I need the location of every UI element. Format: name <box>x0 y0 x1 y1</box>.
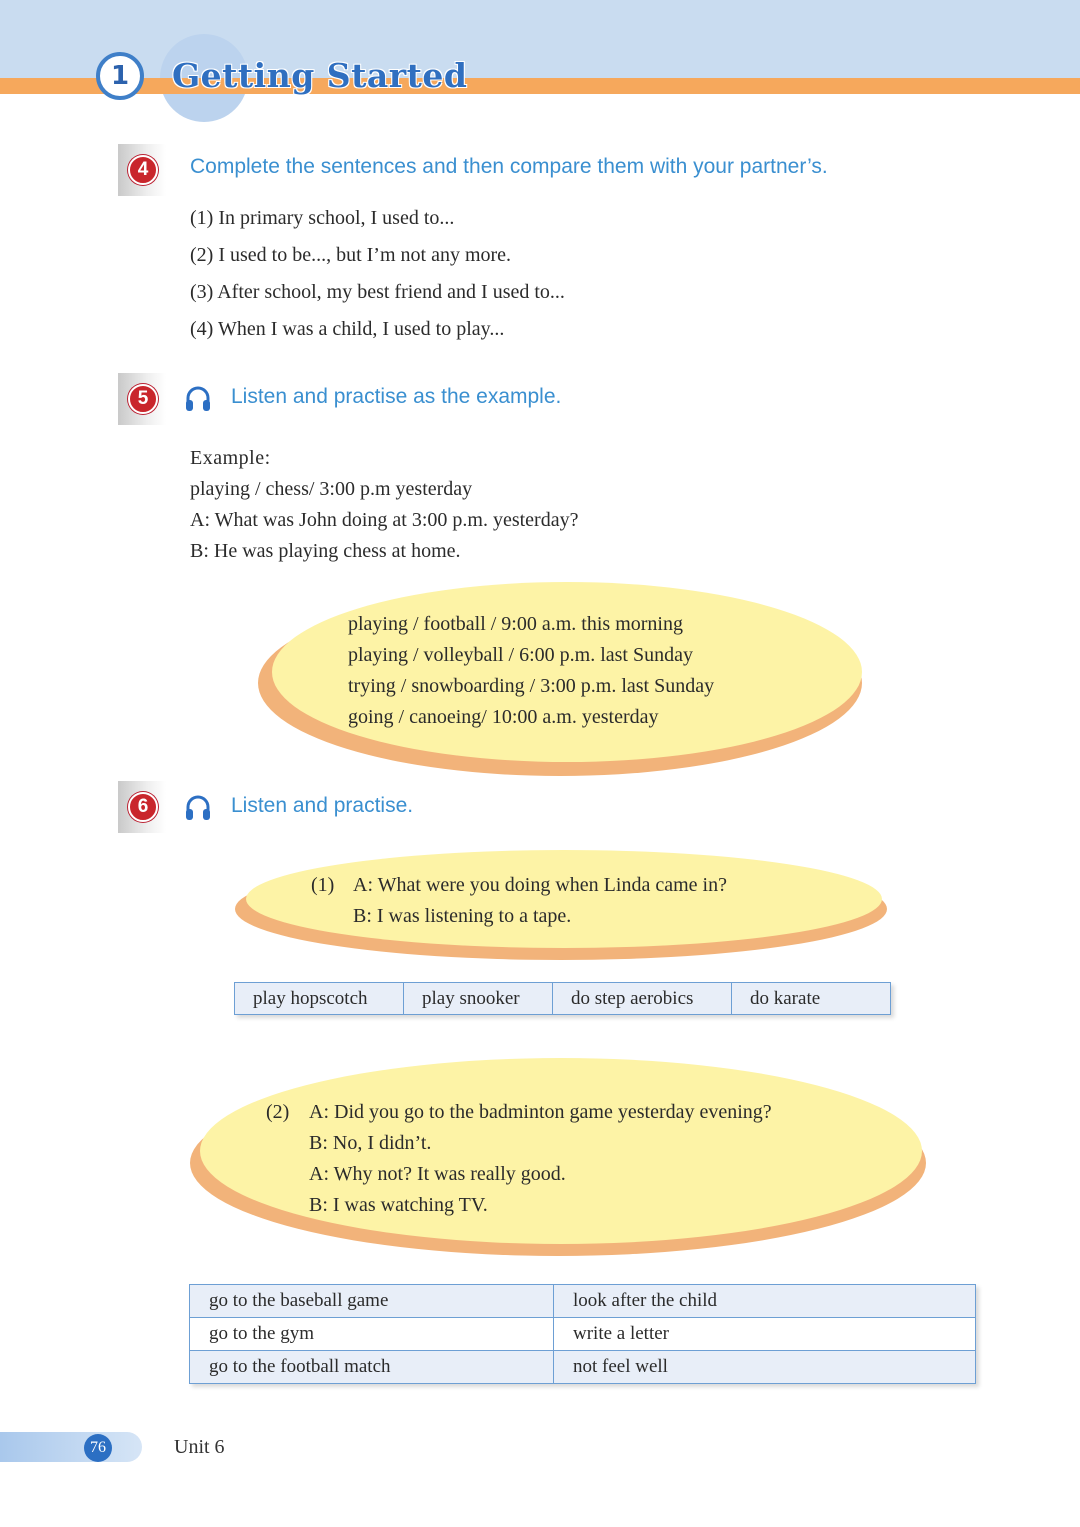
phrase-table-1 <box>234 982 891 1015</box>
phrase-table-2 <box>189 1284 976 1384</box>
phrase-cell: play snooker <box>404 983 553 1014</box>
exercise-number: 5 <box>128 384 158 414</box>
phrase-cell: do step aerobics <box>553 983 732 1014</box>
table-row <box>190 1350 975 1383</box>
phrase-cell: play hopscotch <box>235 983 404 1014</box>
table-cell: go to the football match <box>190 1351 554 1383</box>
dialog-2-lines <box>309 1097 772 1221</box>
table-cell: not feel well <box>573 1356 668 1377</box>
exercise-5-instruction: Listen and practise as the example. <box>231 385 562 408</box>
footer-bar <box>0 1432 142 1462</box>
dialog-2-label: (2) <box>266 1101 290 1123</box>
prompt-1: playing / football / 9:00 a.m. this morning <box>348 613 683 635</box>
table-cell: write a letter <box>573 1323 670 1344</box>
headphones-icon <box>184 385 212 413</box>
dialog-line: A: Did you go to the badminton game yesterday evening? <box>309 1101 772 1123</box>
example-label: Example: <box>190 447 271 469</box>
table-row <box>190 1285 975 1317</box>
exercise-number: 4 <box>128 155 158 185</box>
exercise-4-badge <box>118 144 166 196</box>
sentence-3: (3) After school, my best friend and I used to... <box>190 281 565 303</box>
header-bar <box>0 78 1080 94</box>
dialog-line: B: I was watching TV. <box>309 1194 488 1216</box>
table-row <box>190 1317 975 1350</box>
page-number: 76 <box>84 1434 112 1462</box>
sentence-4: (4) When I was a child, I used to play... <box>190 318 505 340</box>
phrase-cell: do karate <box>750 988 821 1009</box>
prompt-4: going / canoeing/ 10:00 a.m. yesterday <box>348 706 659 728</box>
exercise-5-badge <box>118 373 166 425</box>
exercise-number: 6 <box>128 792 158 822</box>
example-answer: B: He was playing chess at home. <box>190 540 461 562</box>
prompt-3: trying / snowboarding / 3:00 p.m. last Sunday <box>348 675 715 697</box>
headphones-icon <box>184 794 212 822</box>
table-cell: go to the baseball game <box>190 1285 554 1317</box>
table-cell: go to the gym <box>190 1318 554 1350</box>
table-cell: look after the child <box>573 1290 718 1311</box>
dialog-line: A: Why not? It was really good. <box>309 1163 566 1185</box>
sentence-2: (2) I used to be..., but I’m not any more. <box>190 244 512 266</box>
prompt-2: playing / volleyball / 6:00 p.m. last Sunday <box>348 644 693 666</box>
prompts-list <box>348 609 714 733</box>
sentence-1: (1) In primary school, I used to... <box>190 207 455 229</box>
section-number: 1 <box>110 61 130 91</box>
dialog-line: A: What were you doing when Linda came in? <box>353 874 727 896</box>
section-number-badge <box>96 52 144 100</box>
section-title: Getting Started <box>172 56 468 95</box>
dialog-1-lines <box>353 870 727 932</box>
dialog-line: B: I was listening to a tape. <box>353 905 572 927</box>
exercise-6-badge <box>118 781 166 833</box>
unit-label: Unit 6 <box>174 1436 225 1458</box>
dialog-line: B: No, I didn’t. <box>309 1132 432 1154</box>
dialog-1-label: (1) <box>311 874 335 896</box>
example-prompt: playing / chess/ 3:00 p.m yesterday <box>190 478 473 500</box>
example-question: A: What was John doing at 3:00 p.m. yesterday? <box>190 509 579 531</box>
exercise-4-instruction: Complete the sentences and then compare them with your partner’s. <box>190 155 828 178</box>
exercise-6-instruction: Listen and practise. <box>231 794 414 817</box>
